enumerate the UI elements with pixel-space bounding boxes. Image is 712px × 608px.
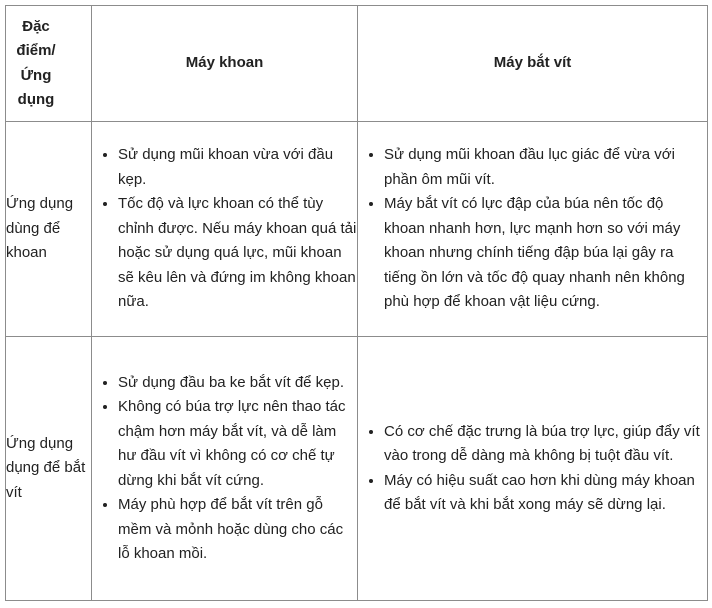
list-item: • Tốc độ và lực khoan có thể tùy chỉnh được. Nếu máy khoan quá tải hoặc sử dụng quá lực, mũi khoan sẽ kêu lên và đứng im không khoan nữa. xyxy=(118,192,357,315)
cell-screwing-drill xyxy=(92,337,358,601)
list-item: • Máy có hiệu suất cao hơn khi dùng máy khoan để bắt vít và khi bắt xong máy sẽ dừng lại. xyxy=(384,469,707,518)
row-label-drilling: Ứng dụng dùng để khoan xyxy=(6,122,92,337)
header-driver-label: Máy bắt vít xyxy=(493,54,572,72)
table-row-drilling xyxy=(6,122,708,337)
bullet-list xyxy=(92,143,357,315)
list-item: • Sử dụng mũi khoan vừa với đầu kẹp. xyxy=(118,143,357,192)
cell-screwing-driver xyxy=(358,337,708,601)
list-item: • Sử dụng mũi khoan đầu lục giác để vừa với phần ôm mũi vít. xyxy=(384,143,707,192)
header-driver-cell xyxy=(358,6,708,122)
bullet-list xyxy=(358,420,707,518)
list-item: • Không có búa trợ lực nên thao tác chậm hơn máy bắt vít, và dễ làm hư đầu vít vì không có cơ chế tự dừng khi bắt vít cứng. xyxy=(118,395,357,493)
row-label-screwing: Ứng dụng dụng để bắt vít xyxy=(6,337,92,601)
cell-drilling-drill xyxy=(92,122,358,337)
cell-drilling-driver xyxy=(358,122,708,337)
bullet-list xyxy=(92,371,357,567)
comparison-table xyxy=(5,5,708,601)
header-corner-cell xyxy=(6,6,92,122)
list-item: • Sử dụng đầu ba ke bắt vít để kẹp. xyxy=(118,371,357,396)
bullet-list xyxy=(358,143,707,315)
list-item: • Máy bắt vít có lực đập của búa nên tốc độ khoan nhanh hơn, lực mạnh hơn so với máy khoan nhưng chính tiếng đập búa lại gây ra tiếng ồn lớn và tốc độ quay nhanh nên không phù hợp để khoan vật liệu cứng. xyxy=(384,192,707,315)
header-corner-label: Đặc điểm/ Ứng dụng xyxy=(16,17,56,108)
table-row-screwing xyxy=(6,337,708,601)
header-drill-cell xyxy=(92,6,358,122)
header-drill-label: Máy khoan xyxy=(185,54,264,72)
list-item: • Máy phù hợp để bắt vít trên gỗ mềm và mỏnh hoặc dùng cho các lỗ khoan mồi. xyxy=(118,493,357,567)
header-row xyxy=(6,6,708,122)
list-item: • Có cơ chế đặc trưng là búa trợ lực, giúp đẩy vít vào trong dễ dàng mà không bị tuột đầu vít. xyxy=(384,420,707,469)
